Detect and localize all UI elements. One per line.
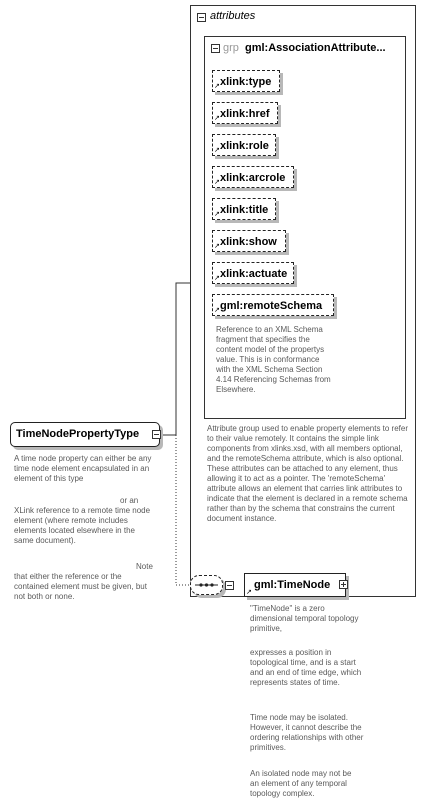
attr-gml-remote-schema[interactable] — [212, 294, 334, 316]
attr-xlink-arcrole[interactable] — [212, 166, 294, 188]
attribute-group-description: Attribute group used to enable property elements to refer to their value remotely. It contains the simple link components from xlinks.xsd, with all members optional, and the remoteSchema attribute, which is also optional. These attributes can be attached to any element, thus allowing it to act as a pointer. The 'remoteSchema' attribute allows an element that carries link attributes to indicate that the element is declared in a remote schema rather than by the schema that constrains the current document instance. — [207, 424, 409, 523]
attr-xlink-show[interactable] — [212, 230, 286, 252]
link-arrow-icon: ↗ — [214, 115, 220, 122]
child-description-4: An isolated node may not be an element of any temporal topology complex. — [250, 769, 352, 798]
root-description-3: Note that either the reference or the contained element must be given, but not both or none. — [14, 562, 153, 601]
attr-label: xlink:actuate — [220, 268, 288, 280]
group-prefix: grp — [223, 42, 239, 54]
attr-xlink-actuate[interactable] — [212, 262, 294, 284]
attributes-title: attributes — [210, 10, 256, 22]
link-arrow-icon: ↗ — [214, 275, 220, 282]
attr-xlink-role[interactable] — [212, 134, 276, 156]
child-element-box[interactable] — [244, 573, 346, 597]
child-element-name: gml:TimeNode — [254, 579, 331, 591]
root-description-1: A time node property can either be any time node element encapsulated in an element of this type — [14, 454, 152, 483]
attr-xlink-href[interactable] — [212, 102, 278, 124]
sequence-icon — [191, 576, 222, 594]
root-element-box[interactable] — [10, 422, 160, 447]
attr-label: xlink:role — [220, 140, 269, 152]
sequence-compositor[interactable] — [190, 575, 223, 595]
root-element-name: TimeNodePropertyType — [16, 428, 140, 440]
attr-label: xlink:title — [220, 204, 269, 216]
link-arrow-icon: ↗ — [214, 243, 220, 250]
attributes-collapse-icon[interactable] — [197, 13, 206, 22]
sequence-collapse-icon[interactable] — [225, 581, 234, 590]
attr-xlink-type[interactable] — [212, 70, 280, 92]
child-description-3: Time node may be isolated. However, it cannot describe the ordering relationships with other primitives. — [250, 713, 364, 752]
group-name: gml:AssociationAttribute... — [245, 42, 386, 54]
link-arrow-icon: ↗ — [214, 179, 220, 186]
root-description-2: or an XLink reference to a remote time node element (where remote includes elements located elsewhere in the same document). — [14, 496, 151, 545]
attr-label: xlink:show — [220, 236, 277, 248]
attr-label: xlink:type — [220, 76, 272, 88]
attr-label: xlink:href — [220, 108, 270, 120]
link-arrow-icon: ↗ — [214, 147, 220, 154]
link-arrow-icon: ↗ — [214, 83, 220, 90]
attr-xlink-title[interactable] — [212, 198, 276, 220]
child-expand-icon[interactable] — [339, 580, 348, 589]
remote-schema-description: Reference to an XML Schema fragment that specifies the content model of the propertys value. This is in conformance with the XML Schema Section 4.14 Referencing Schemas from Elsewhere. — [216, 325, 331, 394]
child-description-2: expresses a position in topological time, and is a start and an end of time edge, which represents states of time. — [250, 648, 362, 687]
group-collapse-icon[interactable] — [211, 44, 220, 53]
attr-label: xlink:arcrole — [220, 172, 286, 184]
link-arrow-icon: ↗ — [214, 307, 220, 314]
root-collapse-icon[interactable] — [152, 430, 161, 439]
child-description-1: "TimeNode" is a zero dimensional temporal topology primitive, — [250, 604, 359, 633]
link-arrow-icon: ↗ — [246, 589, 252, 596]
link-arrow-icon: ↗ — [214, 211, 220, 218]
attr-label: gml:remoteSchema — [220, 300, 323, 312]
